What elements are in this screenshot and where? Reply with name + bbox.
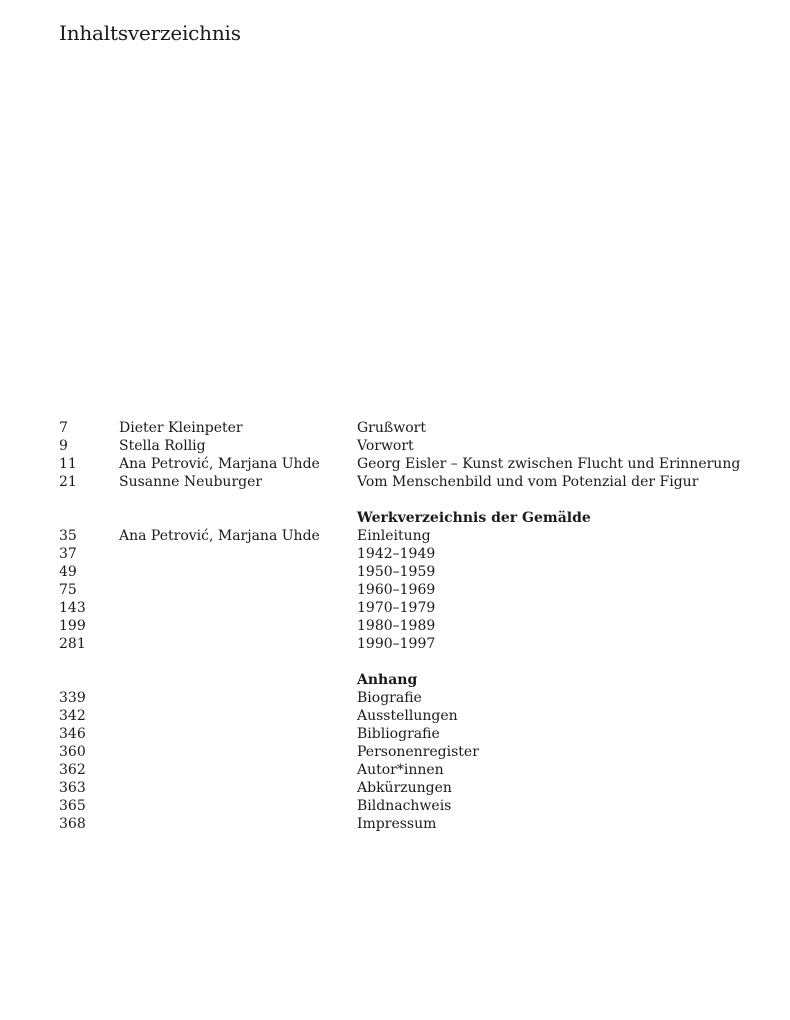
toc-title: Autor*innen — [357, 762, 444, 778]
toc-page-number: 339 — [59, 690, 86, 706]
toc-page-number: 7 — [59, 420, 68, 436]
toc-title: 1980–1989 — [357, 618, 436, 634]
toc-entry-bibliografie[interactable] — [59, 725, 759, 743]
toc-title: Impressum — [357, 816, 437, 832]
toc-title: Georg Eisler – Kunst zwischen Flucht und Erinnerung — [357, 456, 741, 472]
toc-entry-impressum[interactable] — [59, 815, 759, 833]
toc-title: Einleitung — [357, 528, 431, 544]
section-heading: Werkverzeichnis der Gemälde — [357, 510, 591, 526]
toc-page-number: 21 — [59, 474, 77, 490]
toc-author: Stella Rollig — [119, 438, 206, 454]
page-title: Inhaltsverzeichnis — [59, 21, 241, 45]
toc-entry-1942-1949[interactable] — [59, 545, 759, 563]
toc-author: Ana Petrović, Marjana Uhde — [119, 528, 320, 544]
toc-title: 1970–1979 — [357, 600, 436, 616]
section-spacer — [59, 491, 759, 509]
toc-page-number: 37 — [59, 546, 77, 562]
toc-entry-1980-1989[interactable] — [59, 617, 759, 635]
toc-entry-1960-1969[interactable] — [59, 581, 759, 599]
toc-page-number: 9 — [59, 438, 68, 454]
toc-title: Abkürzungen — [357, 780, 452, 796]
toc-title: Biografie — [357, 690, 422, 706]
toc-title: Vorwort — [357, 438, 414, 454]
toc-entry-georg-eisler[interactable] — [59, 455, 759, 473]
toc-entry-autorinnen[interactable] — [59, 761, 759, 779]
toc-page-number: 362 — [59, 762, 86, 778]
toc-author: Susanne Neuburger — [119, 474, 263, 490]
toc-page-number: 35 — [59, 528, 77, 544]
toc-entry-einleitung[interactable] — [59, 527, 759, 545]
toc-page-number: 143 — [59, 600, 86, 616]
toc-title: Bibliografie — [357, 726, 440, 742]
toc-entry-menschenbild[interactable] — [59, 473, 759, 491]
toc-section-heading-werkverzeichnis — [59, 509, 759, 527]
toc-title: 1990–1997 — [357, 636, 436, 652]
section-spacer — [59, 653, 759, 671]
toc-title: 1950–1959 — [357, 564, 436, 580]
toc-entry-ausstellungen[interactable] — [59, 707, 759, 725]
toc-title: Vom Menschenbild und vom Potenzial der Figur — [357, 474, 699, 490]
section-heading: Anhang — [357, 672, 418, 688]
toc-entry-1950-1959[interactable] — [59, 563, 759, 581]
toc-title: 1960–1969 — [357, 582, 436, 598]
toc-page-number: 342 — [59, 708, 86, 724]
toc-entry-vorwort[interactable] — [59, 437, 759, 455]
toc-author: Dieter Kleinpeter — [119, 420, 243, 436]
toc-entry-biografie[interactable] — [59, 689, 759, 707]
toc-title: Ausstellungen — [357, 708, 458, 724]
toc-page-number: 368 — [59, 816, 86, 832]
table-of-contents — [59, 419, 759, 833]
toc-page-number: 360 — [59, 744, 86, 760]
toc-page-number: 75 — [59, 582, 77, 598]
toc-entry-1990-1997[interactable] — [59, 635, 759, 653]
toc-title: Grußwort — [357, 420, 426, 436]
toc-page-number: 365 — [59, 798, 86, 814]
toc-page-number: 363 — [59, 780, 86, 796]
toc-entry-personenregister[interactable] — [59, 743, 759, 761]
toc-entry-grusswort[interactable] — [59, 419, 759, 437]
toc-section-heading-anhang — [59, 671, 759, 689]
toc-entry-abkuerzungen[interactable] — [59, 779, 759, 797]
toc-page-number: 49 — [59, 564, 77, 580]
toc-page-number: 11 — [59, 456, 77, 472]
toc-title: Bildnachweis — [357, 798, 452, 814]
toc-page-number: 346 — [59, 726, 86, 742]
toc-author: Ana Petrović, Marjana Uhde — [119, 456, 320, 472]
toc-entry-1970-1979[interactable] — [59, 599, 759, 617]
toc-entry-bildnachweis[interactable] — [59, 797, 759, 815]
toc-title: Personenregister — [357, 744, 479, 760]
toc-page-number: 199 — [59, 618, 86, 634]
toc-title: 1942–1949 — [357, 546, 436, 562]
toc-page-number: 281 — [59, 636, 86, 652]
